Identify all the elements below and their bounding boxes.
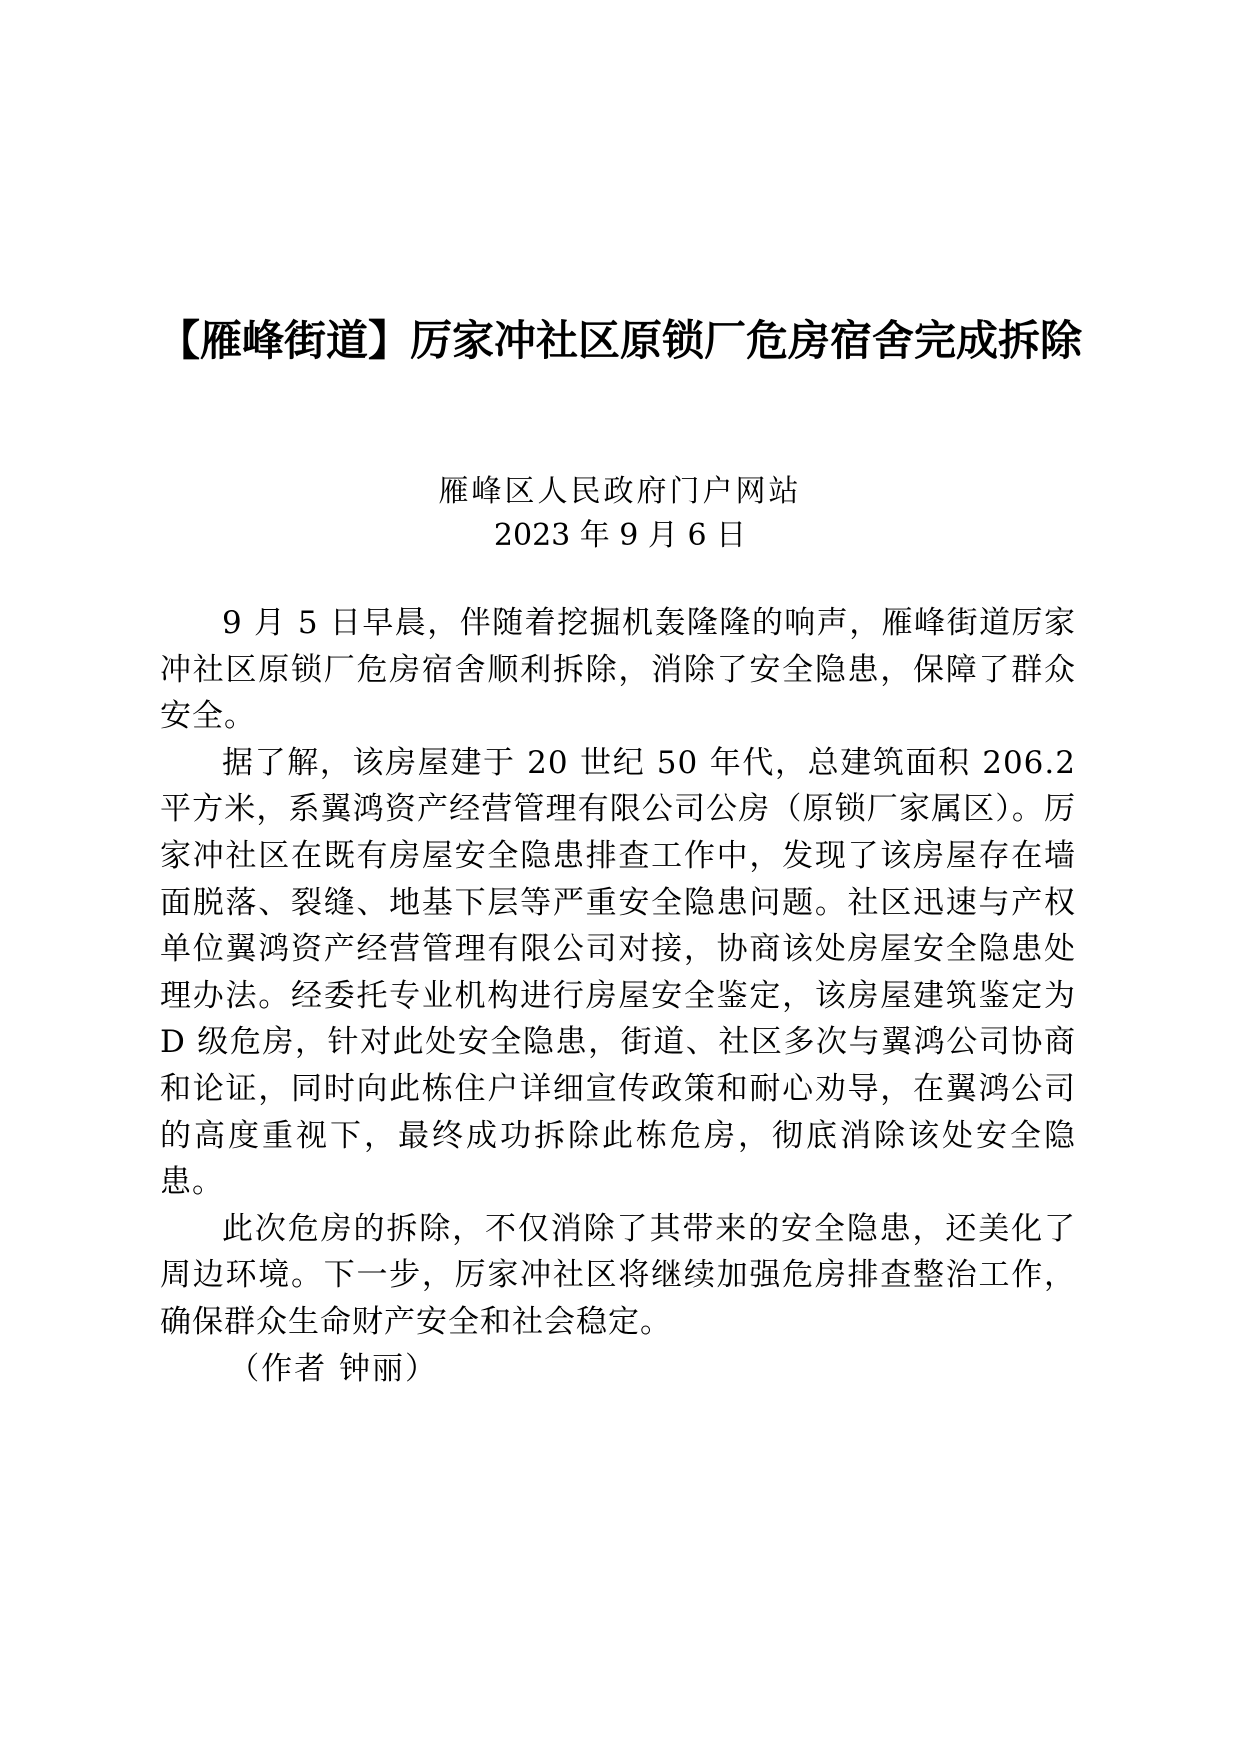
document-date: 2023 年 9 月 6 日	[493, 518, 747, 553]
author-line: （作者 钟丽）	[228, 1350, 439, 1387]
document-source: 雁峰区人民政府门户网站	[438, 474, 802, 509]
paragraph-3: 此次危房的拆除，不仅消除了其带来的安全隐患，还美化了周边环境。下一步，厉家冲社区将继续加强危房排查整治工作，确保群众生命财产安全和社会稳定。	[160, 1210, 1076, 1340]
document-body	[160, 600, 1076, 1392]
paragraph-1: 9 月 5 日早晨，伴随着挖掘机轰隆隆的响声，雁峰街道厉家冲社区原锁厂危房宿舍顺利拆除，消除了安全隐患，保障了群众安全。	[160, 605, 1076, 735]
document-title: 【雁峰街道】厉家冲社区原锁厂危房宿舍完成拆除	[157, 316, 1082, 365]
paragraph-2: 据了解，该房屋建于 20 世纪 50 年代，总建筑面积 206.2 平方米，系翼鸿资产经营管理有限公司公房（原锁厂家属区）。厉家冲社区在既有房屋安全隐患排查工作中，发现了该房屋存在墙面脱落、裂缝、地基下层等严重安全隐患问题。社区迅速与产权单位翼鸿资产经营管理有限公司对接，协商该处房屋安全隐患处理办法。经委托专业机构进行房屋安全鉴定，该房屋建筑鉴定为 D 级危房，针对此处安全隐患，街道、社区多次与翼鸿公司协商和论证，同时向此栋住户详细宣传政策和耐心劝导，在翼鸿公司的高度重视下，最终成功拆除此栋危房，彻底消除该处安全隐患。	[160, 744, 1076, 1201]
